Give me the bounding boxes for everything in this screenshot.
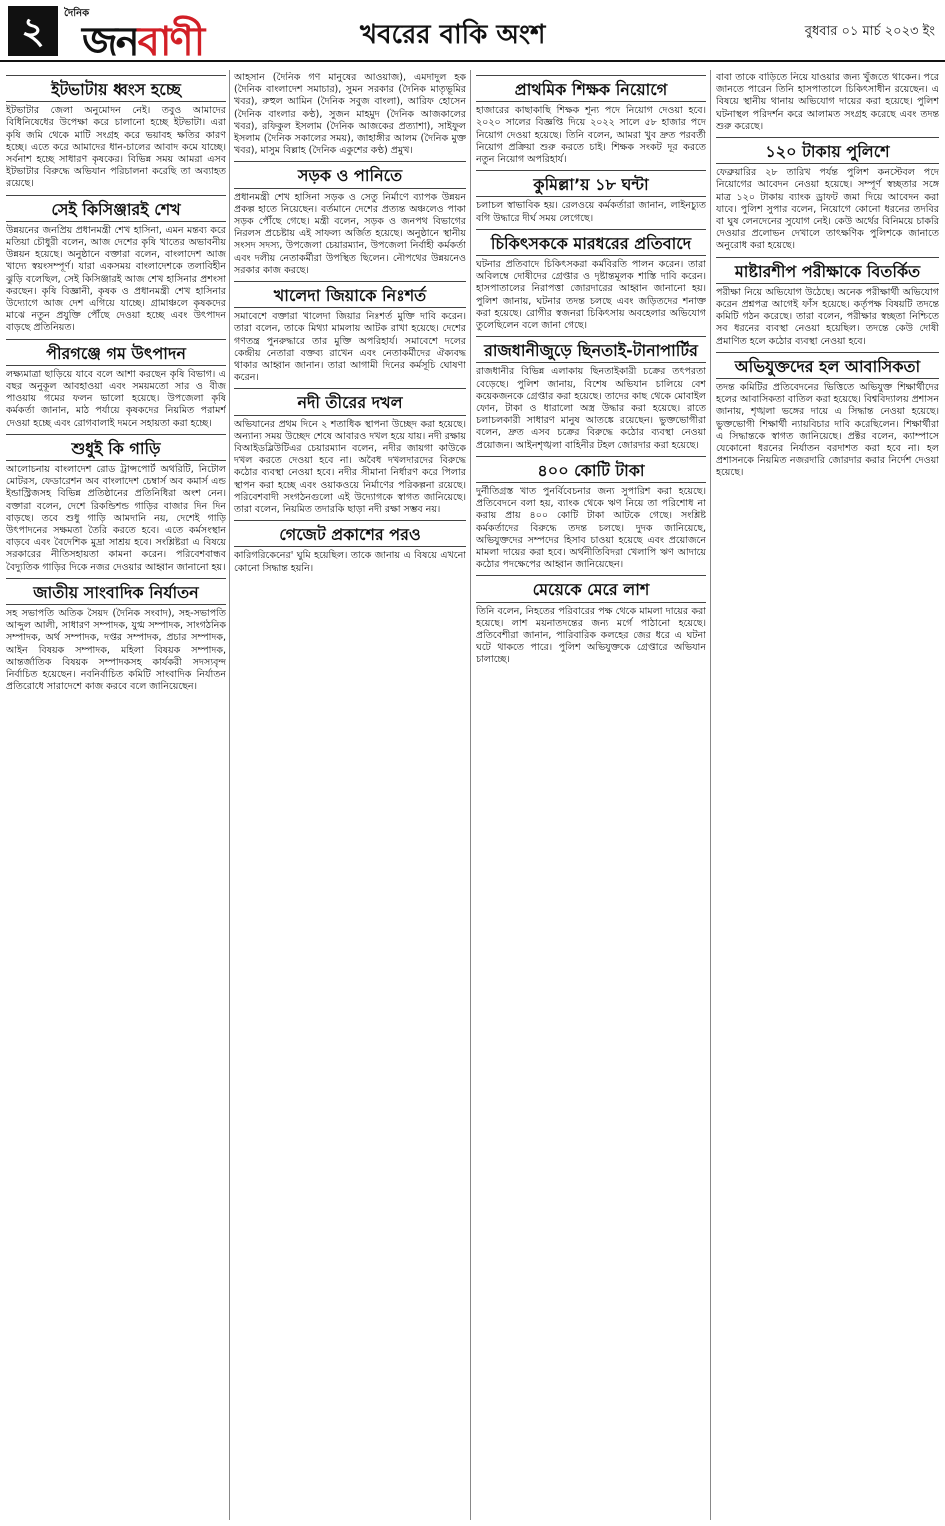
column-3 bbox=[476, 72, 706, 1518]
article-headline: মেয়েকে মেরে লাশ bbox=[476, 575, 706, 602]
article bbox=[716, 72, 939, 133]
article-headline: ১২০ টাকায় পুলিশে bbox=[716, 137, 939, 164]
logo-daily-label: দৈনিক bbox=[64, 8, 90, 19]
article-body: তদন্ত কমিটির প্রতিবেদনের ভিত্তিতে অভিযুক্ত শিক্ষার্থীদের হলের আবাসিকতা বাতিল করা হয়েছে। বিশ্ববিদ্যালয় প্রশাসন জানায়, শৃঙ্খলা ভঙ্গের দায়ে এ সিদ্ধান্ত নেওয়া হয়েছে। ভুক্তভোগী শিক্ষার্থী ন্যায়বিচার দাবি করেছিলেন। শিক্ষার্থীরা এ সিদ্ধান্তকে স্বাগত জানিয়েছে। প্রক্টর বলেন, ক্যাম্পাসে যেকোনো ধরনের নির্যাতন বরদাশত করা হবে না। হল প্রশাসনকে নিয়মিত নজরদারি জোরদার করার নির্দেশ দেওয়া হয়েছে। bbox=[716, 382, 939, 479]
article bbox=[234, 161, 466, 277]
article bbox=[234, 281, 466, 384]
article-body: আহসান (দৈনিক গণ মানুষের আওয়াজ), এমদাদুল হক (দৈনিক বাংলাদেশ সমাচার), সুমন সরকার (দৈনিক মাতৃভূমির খবর), রুহুল আমিন (দৈনিক সবুজ বাংলা), আরিফ হোসেন (দৈনিক বাংলার কণ্ঠ), সুজন মাহমুদ (দৈনিক আজকালের খবর), রফিকুল ইসলাম (দৈনিক আজকের প্রত্যাশা), সাইফুল ইসলাম (দৈনিক সকালের সময়), জাহাঙ্গীর আলম (দৈনিক মুক্ত খবর), মাসুম বিল্লাহ (দৈনিক একুশের কণ্ঠ) প্রমুখ। bbox=[234, 72, 466, 157]
article bbox=[6, 75, 226, 191]
dateline: বুধবার ০১ মার্চ ২০২৩ ইং bbox=[804, 24, 935, 39]
article-headline: শুধুই কি গাড়ি bbox=[6, 434, 226, 461]
article-body: ফেব্রুয়ারির ২৮ তারিখ পর্যন্ত পুলিশ কনস্টেবল পদে নিয়োগের আবেদন নেওয়া হয়েছে। সম্পূর্ণ স্বচ্ছতার সঙ্গে মাত্র ১২০ টাকায় ব্যাংক ড্রাফট জমা দিয়ে আবেদন করা যাবে। পুলিশ সুপার বলেন, নিয়োগে কোনো ধরনের তদবির বা ঘুষ লেনদেনের সুযোগ নেই। কেউ অর্থের বিনিময়ে চাকরি দেওয়ার প্রলোভন দেখালে তাৎক্ষণিক পুলিশকে জানাতে অনুরোধ করা হয়েছে। bbox=[716, 167, 939, 252]
article bbox=[6, 578, 226, 694]
article-headline: রাজধানীজুড়ে ছিনতাই-টানাপার্টির bbox=[476, 336, 706, 363]
column-2 bbox=[234, 72, 466, 1518]
column-rule bbox=[229, 70, 230, 1520]
article-headline: কুমিল্লা’য় ১৮ ঘন্টা bbox=[476, 170, 706, 197]
article bbox=[476, 75, 706, 166]
article-body: অভিযানের প্রথম দিনে ২ শতাধিক স্থাপনা উচ্ছেদ করা হয়েছে। অন্যান্য সময় উচ্ছেদ শেষে আবারও দখল হয়ে যায়। নদী রক্ষায় বিআইডব্লিউটিএর চেয়ারম্যান বলেন, নদীর জায়গা কাউকে দখল করতে দেওয়া হবে না। অবৈধ দখলদারদের বিরুদ্ধে কঠোর ব্যবস্থা নেওয়া হবে। নদীর সীমানা নির্ধারণ করে পিলার স্থাপন করা হচ্ছে এবং ওয়াকওয়ে নির্মাণের পরিকল্পনা রয়েছে। পরিবেশবাদী সংগঠনগুলো এই উদ্যোগকে স্বাগত জানিয়েছে। তারা বলেন, নিয়মিত তদারকি ছাড়া নদী রক্ষা সম্ভব নয়। bbox=[234, 418, 466, 516]
article bbox=[476, 575, 706, 666]
article-headline: জাতীয় সাংবাদিক নির্যাতন bbox=[6, 578, 226, 605]
article-body: ঘটনার প্রতিবাদে চিকিৎসকরা কর্মবিরতি পালন করেন। তারা অবিলম্বে দোষীদের গ্রেপ্তার ও দৃষ্টান্তমূলক শাস্তি দাবি করেন। হাসপাতালের নিরাপত্তা জোরদারের আহ্বান জানানো হয়। পুলিশ জানায়, ঘটনার তদন্ত চলছে এবং জড়িতদের শনাক্ত করা হয়েছে। রোগীর স্বজনরা চিকিৎসায় অবহেলার অভিযোগ তুলেছিলেন বলে জানা গেছে। bbox=[476, 258, 706, 331]
masthead bbox=[0, 0, 945, 65]
article-body: প্রধানমন্ত্রী শেখ হাসিনা সড়ক ও সেতু নির্মাণে ব্যাপক উন্নয়ন প্রকল্প হাতে নিয়েছেন। বর্তমানে দেশের প্রত্যন্ত অঞ্চলেও পাকা সড়ক পৌঁছে গেছে। মন্ত্রী বলেন, সড়ক ও জনপথ বিভাগের নিরলস প্রচেষ্টায় এই সাফল্য অর্জিত হয়েছে। অনুষ্ঠানে স্থানীয় সংসদ সদস্য, উপজেলা চেয়ারম্যান, উপজেলা নির্বাহী কর্মকর্তা এবং দলীয় নেতাকর্মীরা উপস্থিত ছিলেন। নৌপথের উন্নয়নেও সরকার কাজ করছে। bbox=[234, 191, 466, 276]
article bbox=[476, 229, 706, 332]
article-headline: ৪০০ কোটি টাকা bbox=[476, 456, 706, 483]
article-body: চলাচল স্বাভাবিক হয়। রেলওয়ে কর্মকর্তারা জানান, লাইনচ্যুত বগি উদ্ধারে দীর্ঘ সময় লেগেছে। bbox=[476, 200, 706, 224]
article-body: ইটভাটার জেলা অনুমোদন নেই। তবুও আমাদের বিধিনিষেধের উপেক্ষা করে চালানো হচ্ছে ইটভাটা। এরা কৃষি জমি থেকে মাটি সংগ্রহ করে ভয়াবহ ক্ষতির কারণ হচ্ছে। এতে করে আমাদের ধান-চালের আবাদ কমে যাচ্ছে। সর্বনাশ হচ্ছে সাধারণ কৃষকের। বিভিন্ন সময় আমরা এসব ইটভাটার বিরুদ্ধে অভিযান পরিচালনা করেছি তা অব্যাহত রয়েছে। bbox=[6, 105, 226, 190]
article bbox=[234, 388, 466, 516]
article-headline: সেই কিসিঞ্জারই শেখ bbox=[6, 195, 226, 222]
article bbox=[476, 336, 706, 452]
article-headline: নদী তীরের দখল bbox=[234, 388, 466, 415]
article bbox=[234, 72, 466, 157]
article-headline: অভিযুক্তদের হল আবাসিকতা bbox=[716, 352, 939, 379]
column-4 bbox=[716, 72, 939, 1518]
article-body: বাবা তাকে বাড়িতে নিয়ে যাওয়ার জন্য খুঁজতে থাকেন। পরে জানতে পারেন তিনি হাসপাতালে চিকিৎসাধীন রয়েছেন। এ বিষয়ে স্থানীয় থানায় অভিযোগ দায়ের করা হয়েছে। পুলিশ ঘটনাস্থল পরিদর্শন করে আলামত সংগ্রহ করেছে এবং তদন্ত শুরু করেছে। bbox=[716, 72, 939, 132]
article-body: কারিগরিকেনের' ঘুমি হয়েছিল। তাকে জানায় এ বিষয়ে এখনো কোনো সিদ্ধান্ত হয়নি। bbox=[234, 550, 466, 574]
column-rule bbox=[470, 70, 471, 1520]
article-headline: সড়ক ও পানিতে bbox=[234, 161, 466, 188]
article-body: উন্নয়নের জনপ্রিয় প্রধানমন্ত্রী শেখ হাসিনা, এমন মন্তব্য করে মতিয়া চৌধুরী বলেন, আজ দেশের কৃষি খাতের অভাবনীয় উন্নয়ন হয়েছে। অনুষ্ঠানে বক্তারা বলেন, বাংলাদেশ আজ খাদ্যে স্বয়ংসম্পূর্ণ। যারা একসময় বাংলাদেশকে তলাবিহীন ঝুড়ি বলেছিল, সেই কিসিঞ্জারই আজ শেখ হাসিনার প্রশংসা করছেন। কৃষি বিজ্ঞানী, কৃষক ও প্রধানমন্ত্রী শেখ হাসিনার উদ্যোগে আজ দেশ এগিয়ে যাচ্ছে। গ্রামাঞ্চলে কৃষকদের মাঝে নতুন প্রযুক্তি পৌঁছে দেওয়া হচ্ছে এবং উৎপাদন বাড়ছে প্রতিনিয়ত। bbox=[6, 224, 226, 334]
article bbox=[716, 257, 939, 348]
article bbox=[716, 137, 939, 253]
column-1 bbox=[6, 72, 226, 1518]
article-headline: চিকিৎসককে মারধরের প্রতিবাদে bbox=[476, 229, 706, 256]
article-body: তিনি বলেন, নিহতের পরিবারের পক্ষ থেকে মামলা দায়ের করা হয়েছে। লাশ ময়নাতদন্তের জন্য মর্গে পাঠানো হয়েছে। প্রতিবেশীরা জানান, পারিবারিক কলহের জের ধরে এ ঘটনা ঘটে থাকতে পারে। পুলিশ অভিযুক্তকে গ্রেপ্তারে অভিযান চালাচ্ছে। bbox=[476, 605, 706, 666]
logo-name-part2: বাণী bbox=[137, 18, 204, 65]
article-body: পরীক্ষা নিয়ে অভিযোগ উঠেছে। অনেক পরীক্ষার্থী অভিযোগ করেন প্রশ্নপত্র আগেই ফাঁস হয়েছে। কর্তৃপক্ষ বিষয়টি তদন্তে কমিটি গঠন করেছে। তারা বলেন, পরীক্ষার স্বচ্ছতা নিশ্চিতে সব ধরনের ব্যবস্থা নেওয়া হয়েছিল। তদন্তে কেউ দোষী প্রমাণিত হলে কঠোর ব্যবস্থা নেওয়া হবে। bbox=[716, 286, 939, 347]
article bbox=[476, 456, 706, 572]
article-headline: পীরগঞ্জে গম উৎপাদন bbox=[6, 339, 226, 366]
article-body: আলোচনায় বাংলাদেশ রোড ট্রান্সপোর্ট অথরিটি, নিটোল মোটরস, ফেডারেশন অব বাংলাদেশ চেম্বার্স অব কমার্স এন্ড ইন্ডাস্ট্রিজসহ বিভিন্ন প্রতিষ্ঠানের প্রতিনিধিরা অংশ নেন। বক্তারা বলেন, দেশে রিকন্ডিশন্ড গাড়ির বাজার দিন দিন বাড়ছে। তবে শুধু গাড়ি আমদানি নয়, দেশেই গাড়ি উৎপাদনের সক্ষমতা তৈরি করতে হবে। এতে কর্মসংস্থান বাড়বে এবং বৈদেশিক মুদ্রা সাশ্রয় হবে। সংশ্লিষ্টরা এ বিষয়ে সরকারের নীতিসহায়তা কামনা করেন। পরিবেশবান্ধব বৈদ্যুতিক গাড়ির দিকে নজর দেওয়ার আহ্বান জানানো হয়। bbox=[6, 464, 226, 573]
logo-name bbox=[82, 10, 203, 77]
article bbox=[234, 520, 466, 575]
page-number: ২ bbox=[8, 6, 58, 56]
article bbox=[716, 352, 939, 480]
article bbox=[6, 195, 226, 335]
article bbox=[476, 170, 706, 225]
article-headline: গেজেট প্রকাশের পরও bbox=[234, 520, 466, 547]
article bbox=[6, 339, 226, 430]
article-headline: প্রাথমিক শিক্ষক নিয়োগে bbox=[476, 75, 706, 102]
article-body: সমাবেশে বক্তারা খালেদা জিয়ার নিঃশর্ত মুক্তি দাবি করেন। তারা বলেন, তাকে মিথ্যা মামলায় আটক রাখা হয়েছে। দেশের গণতন্ত্র পুনরুদ্ধারে তার মুক্তি অপরিহার্য। সমাবেশে দলের কেন্দ্রীয় নেতারা বক্তব্য রাখেন এবং নেতাকর্মীদের ঐক্যবদ্ধ থাকার আহ্বান জানান। তারা আগামী দিনের কর্মসূচি ঘোষণা করেন। bbox=[234, 311, 466, 384]
article bbox=[6, 434, 226, 574]
section-title: খবরের বাকি অংশ bbox=[360, 20, 546, 50]
article-body: দুর্নীতিগ্রস্ত খাত পুনর্বিবেচনার জন্য সুপারিশ করা হয়েছে। প্রতিবেদনে বলা হয়, ব্যাংক থেকে ঋণ নিয়ে তা পরিশোধ না করায় প্রায় ৪০০ কোটি টাকা আটকে গেছে। সংশ্লিষ্ট কর্মকর্তাদের বিরুদ্ধে তদন্ত চলছে। দুদক জানিয়েছে, অভিযুক্তদের সম্পদের হিসাব চাওয়া হয়েছে এবং প্রয়োজনে মামলা দায়ের করা হবে। অর্থনীতিবিদরা খেলাপি ঋণ আদায়ে কঠোর পদক্ষেপের আহ্বান জানিয়েছেন। bbox=[476, 486, 706, 571]
article-headline: ইটভাটায় ধ্বংস হচ্ছে bbox=[6, 75, 226, 102]
article-headline: খালেদা জিয়াকে নিঃশর্ত bbox=[234, 281, 466, 308]
article-body: লক্ষ্যমাত্রা ছাড়িয়ে যাবে বলে আশা করছেন কৃষি বিভাগ। এ বছর অনুকূল আবহাওয়া এবং সময়মতো সার ও বীজ পাওয়ায় গমের ফলন ভালো হয়েছে। উপজেলা কৃষি কর্মকর্তা জানান, মাঠ পর্যায়ে কৃষকদের নিয়মিত পরামর্শ দেওয়া হচ্ছে এবং রোগবালাই দমনে সহায়তা করা হচ্ছে। bbox=[6, 368, 226, 429]
column-rule bbox=[710, 70, 711, 1520]
article-body: রাজধানীর বিভিন্ন এলাকায় ছিনতাইকারী চক্রের তৎপরতা বেড়েছে। পুলিশ জানায়, বিশেষ অভিযান চালিয়ে বেশ কয়েকজনকে গ্রেপ্তার করা হয়েছে। তাদের কাছ থেকে মোবাইল ফোন, টাকা ও ধারালো অস্ত্র উদ্ধার করা হয়েছে। রাতে চলাচলকারী সাধারণ মানুষ আতঙ্কে রয়েছেন। ভুক্তভোগীরা বলেন, দ্রুত এসব চক্রের বিরুদ্ধে কঠোর ব্যবস্থা নেওয়া প্রয়োজন। আইনশৃঙ্খলা বাহিনীর টহল জোরদার করা হয়েছে। bbox=[476, 366, 706, 451]
article-headline: মাষ্টারশীপ পরীক্ষাকে বিতর্কিত bbox=[716, 257, 939, 284]
article-body: হাজারের কাছাকাছি শিক্ষক শূন্য পদে নিয়োগ দেওয়া হবে। ২০২০ সালের বিজ্ঞপ্তি দিয়ে ২০২২ সালে ৫৮ হাজার পদে নিয়োগ দেওয়া হয়েছে। তিনি বলেন, আমরা খুব দ্রুত পরবর্তী নিয়োগ প্রক্রিয়া শুরু করতে চাই। শিক্ষক সংকট দূর করতে নতুন নিয়োগ অপরিহার্য। bbox=[476, 105, 706, 165]
logo-name-part1: জন bbox=[82, 18, 138, 65]
article-body: সহ সভাপতি অতিক সৈয়দ (দৈনিক সংবাদ), সহ-সভাপতি আব্দুল আলী, সাধারণ সম্পাদক, যুগ্ম সম্পাদক, সাংগঠনিক সম্পাদক, অর্থ সম্পাদক, দপ্তর সম্পাদক, প্রচার সম্পাদক, আইন বিষয়ক সম্পাদক, মহিলা বিষয়ক সম্পাদক, আন্তর্জাতিক বিষয়ক সম্পাদকসহ কার্যকরী সদস্যবৃন্দ নির্বাচিত হয়েছেন। নবনির্বাচিত কমিটি সাংবাদিক নির্যাতন প্রতিরোধে সারাদেশে কাজ করবে বলে জানিয়েছেন। bbox=[6, 608, 226, 693]
